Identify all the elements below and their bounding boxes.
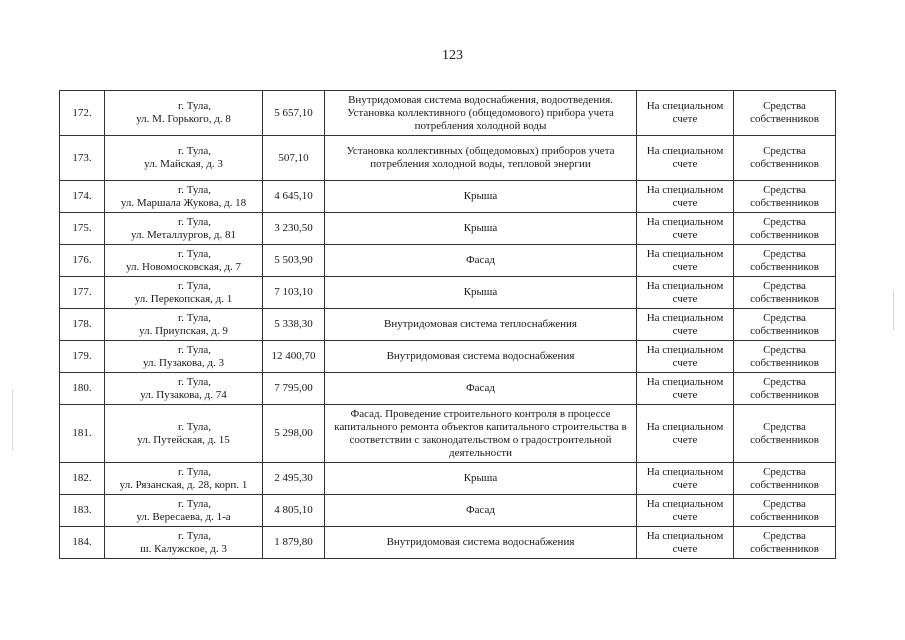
work-type-cell: Внутридомовая система водоснабжения, водоотведения. Установка коллективного (общедомового) прибора учета потребления холодной воды	[325, 91, 637, 136]
work-type-cell: Внутридомовая система водоснабжения	[325, 341, 637, 373]
funding-source-cell: Средства собственников	[734, 136, 836, 181]
row-number: 178.	[60, 309, 105, 341]
row-number: 174.	[60, 181, 105, 213]
funding-source-cell: Средства собственников	[734, 341, 836, 373]
cost-cell: 12 400,70	[263, 341, 325, 373]
cost-cell: 4 805,10	[263, 495, 325, 527]
address-cell	[105, 181, 263, 213]
account-type-cell: На специальном счете	[637, 277, 734, 309]
funding-source-cell: Средства собственников	[734, 309, 836, 341]
account-type-cell: На специальном счете	[637, 309, 734, 341]
address-street: ул. Приупская, д. 9	[139, 324, 228, 337]
address-cell	[105, 341, 263, 373]
work-type-cell: Фасад. Проведение строительного контроля в процессе капитального ремонта объектов капитального строительства в соответствии с законодательством о градостроительной деятельности	[325, 405, 637, 463]
cost-cell: 2 495,30	[263, 463, 325, 495]
address-cell	[105, 527, 263, 559]
funding-source-cell: Средства собственников	[734, 463, 836, 495]
address-cell	[105, 213, 263, 245]
work-type-cell: Внутридомовая система водоснабжения	[325, 527, 637, 559]
account-type-cell: На специальном счете	[637, 341, 734, 373]
table-row	[60, 245, 836, 277]
row-number: 172.	[60, 91, 105, 136]
funding-source-cell: Средства собственников	[734, 91, 836, 136]
table-row	[60, 213, 836, 245]
funding-source-cell: Средства собственников	[734, 373, 836, 405]
cost-cell: 507,10	[263, 136, 325, 181]
funding-source-cell: Средства собственников	[734, 277, 836, 309]
funding-source-cell: Средства собственников	[734, 405, 836, 463]
row-number: 182.	[60, 463, 105, 495]
work-type-cell: Установка коллективных (общедомовых) приборов учета потребления холодной воды, тепловой энергии	[325, 136, 637, 181]
row-number: 176.	[60, 245, 105, 277]
work-type-cell: Крыша	[325, 277, 637, 309]
row-number: 173.	[60, 136, 105, 181]
work-type-cell: Внутридомовая система теплоснабжения	[325, 309, 637, 341]
address-cell	[105, 373, 263, 405]
funding-source-cell: Средства собственников	[734, 495, 836, 527]
work-type-cell: Крыша	[325, 463, 637, 495]
funding-source-cell: Средства собственников	[734, 527, 836, 559]
address-cell	[105, 245, 263, 277]
address-city: г. Тула,	[177, 420, 212, 433]
scan-artifact-right	[893, 290, 894, 330]
table-row	[60, 277, 836, 309]
table-row	[60, 495, 836, 527]
address-street: ул. Маршала Жукова, д. 18	[120, 196, 247, 209]
address-street: ул. Перекопская, д. 1	[134, 292, 233, 305]
account-type-cell: На специальном счете	[637, 463, 734, 495]
row-number: 179.	[60, 341, 105, 373]
address-street: ул. Путейская, д. 15	[137, 433, 230, 446]
address-city: г. Тула,	[177, 279, 212, 292]
address-city: г. Тула,	[177, 183, 212, 196]
address-city: г. Тула,	[177, 343, 212, 356]
table-row	[60, 91, 836, 136]
table-row	[60, 527, 836, 559]
work-type-cell: Фасад	[325, 495, 637, 527]
address-street: ул. Майская, д. 3	[144, 158, 223, 170]
table-row	[60, 463, 836, 495]
address-city: г. Тула,	[177, 311, 212, 324]
address-city: г. Тула,	[177, 100, 212, 112]
cost-cell: 5 503,90	[263, 245, 325, 277]
table-row	[60, 136, 836, 181]
address-street: ул. Пузакова, д. 74	[140, 388, 227, 401]
cost-cell: 7 103,10	[263, 277, 325, 309]
register-table	[59, 90, 836, 559]
cost-cell: 4 645,10	[263, 181, 325, 213]
address-city: г. Тула,	[177, 145, 212, 157]
cost-cell: 7 795,00	[263, 373, 325, 405]
address-street: ул. Пузакова, д. 3	[143, 356, 224, 369]
cost-cell: 3 230,50	[263, 213, 325, 245]
funding-source-cell: Средства собственников	[734, 245, 836, 277]
row-number: 184.	[60, 527, 105, 559]
address-city: г. Тула,	[177, 375, 212, 388]
work-type-cell: Фасад	[325, 245, 637, 277]
table-row	[60, 405, 836, 463]
row-number: 183.	[60, 495, 105, 527]
address-street: ул. Рязанская, д. 28, корп. 1	[119, 478, 248, 491]
account-type-cell: На специальном счете	[637, 405, 734, 463]
work-type-cell: Крыша	[325, 181, 637, 213]
cost-cell: 1 879,80	[263, 527, 325, 559]
address-street: ш. Калужское, д. 3	[140, 542, 227, 555]
work-type-cell: Фасад	[325, 373, 637, 405]
account-type-cell: На специальном счете	[637, 245, 734, 277]
funding-source-cell: Средства собственников	[734, 181, 836, 213]
address-cell	[105, 405, 263, 463]
table-row	[60, 309, 836, 341]
address-city: г. Тула,	[177, 215, 212, 228]
address-street: ул. Вересаева, д. 1-а	[136, 510, 231, 523]
address-city: г. Тула,	[177, 465, 212, 478]
table-row	[60, 373, 836, 405]
address-street: ул. Металлургов, д. 81	[131, 228, 236, 241]
row-number: 180.	[60, 373, 105, 405]
account-type-cell: На специальном счете	[637, 373, 734, 405]
work-type-cell: Крыша	[325, 213, 637, 245]
address-cell	[105, 309, 263, 341]
table-row	[60, 341, 836, 373]
row-number: 177.	[60, 277, 105, 309]
address-street: ул. М. Горького, д. 8	[136, 113, 231, 125]
address-cell	[105, 495, 263, 527]
account-type-cell: На специальном счете	[637, 91, 734, 136]
address-cell	[105, 91, 263, 136]
funding-source-cell: Средства собственников	[734, 213, 836, 245]
row-number: 181.	[60, 405, 105, 463]
account-type-cell: На специальном счете	[637, 136, 734, 181]
table-row	[60, 181, 836, 213]
address-cell	[105, 277, 263, 309]
cost-cell: 5 338,30	[263, 309, 325, 341]
address-city: г. Тула,	[177, 497, 212, 510]
account-type-cell: На специальном счете	[637, 181, 734, 213]
account-type-cell: На специальном счете	[637, 495, 734, 527]
row-number: 175.	[60, 213, 105, 245]
cost-cell: 5 298,00	[263, 405, 325, 463]
scan-artifact-left	[12, 390, 13, 450]
page-number: 123	[442, 48, 463, 63]
address-cell	[105, 136, 263, 181]
address-street: ул. Новомосковская, д. 7	[126, 260, 241, 273]
cost-cell: 5 657,10	[263, 91, 325, 136]
address-cell	[105, 463, 263, 495]
address-city: г. Тула,	[177, 529, 212, 542]
account-type-cell: На специальном счете	[637, 213, 734, 245]
address-city: г. Тула,	[177, 247, 212, 260]
account-type-cell: На специальном счете	[637, 527, 734, 559]
